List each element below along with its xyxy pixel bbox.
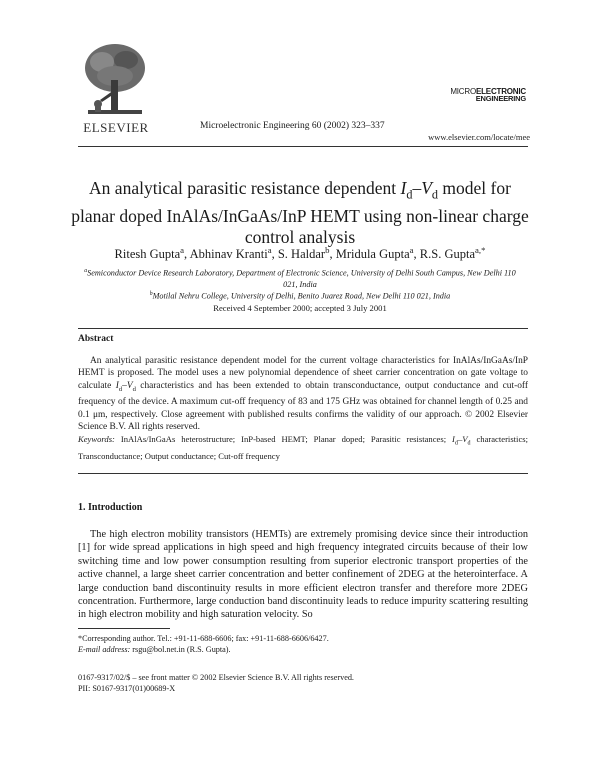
title-var-i: I: [400, 178, 407, 198]
affiliation-b: $^b$Motilal Nehru College, University of Delhi, Benito Juarez Road, New Delhi 110 021, India: [149, 291, 451, 301]
issn-line: 0167-9317/02/$ – see front matter © 2002 Elsevier Science B.V. All rights reserved.: [78, 673, 354, 682]
publisher-name: ELSEVIER: [83, 120, 149, 135]
author-list: Ritesh Gupta$^a$, Abhinav Kranti$^a$, S. Haldar$^b$, Mridula Gupta$^a$, R.S. Gupta$^{a,*}$: [114, 245, 486, 262]
affiliation-a: $^a$Semiconductor Device Research Laboratory, Department of Electronic Science, University of Delhi South Campus, New Delhi 110 021, India: [84, 268, 516, 289]
journal-reference: Microelectronic Engineering 60 (2002) 323–337: [200, 121, 385, 131]
keywords-label: Keywords:: [78, 434, 115, 444]
author[interactable]: S. Haldar$^b$: [277, 245, 330, 262]
elsevier-tree-logo: [80, 40, 150, 122]
email-label: E-mail address:: [78, 645, 131, 654]
journal-logo-micro: MICRO: [450, 87, 476, 96]
keywords: Keywords: InAlAs/InGaAs heterostructure; InP-based HEMT; Planar doped; Parasitic resistances; $I_d-V_d$ characteristics; Transconductance; Output conductance; Cut-off frequency: [78, 434, 528, 462]
footnote-divider: [78, 628, 170, 629]
abstract-divider: [78, 328, 528, 329]
keywords-divider: [78, 473, 528, 474]
journal-logo-electronic: ELECTRONIC: [475, 87, 526, 96]
author[interactable]: R.S. Gupta$^{a,*}$: [419, 245, 486, 262]
abstract-text: An analytical parasitic resistance dependent model for the current voltage characteristics for InAlAs/InGaAs/InP HEMT is proposed. The model uses a new polynomial dependence of sheet carrier concentration on gate voltage to calculate $I_d-V_d$ characteristics and has been extended to obtain transconductance, output conductance and cut-off frequency of the device. A maximum cut-off frequency of 83 and 175 GHz was obtained for channel length of 0.25 and 0.1 μm, respectively. Close agreement with published results confirms the validity of our approach. © 2002 Elsevier Science B.V. All rights reserved.: [78, 356, 528, 432]
section-heading: 1. Introduction: [78, 502, 143, 513]
introduction-paragraph: The high electron mobility transistors (HEMTs) are extremely promising device since their introduction [1] for wide spread applications in high speed and high frequency integrated circuits because of their low switching time and low power consumption resulting from superior electronic transport properties of the active channel, a large sheet carrier concentration and better confinement of 2DEG at the heterointerface. A large conduction band discontinuity results in more efficient electron transfer and therefore more 2DEG concentration. Furthermore, large conduction band discontinuity leads to reduce impurity scattering resulting in high electron mobility and high saturation velocity. So: [78, 529, 528, 621]
author[interactable]: Mridula Gupta$^a$: [335, 245, 414, 262]
journal-website-link[interactable]: www.elsevier.com/locate/mee: [428, 132, 530, 142]
journal-logo-engineering: ENGINEERING: [475, 94, 526, 103]
title-var-v: V: [421, 178, 432, 198]
abstract-heading: Abstract: [78, 334, 114, 344]
article-dates: Received 4 September 2000; accepted 3 July 2001: [213, 303, 387, 313]
journal-logo: [446, 88, 526, 102]
header-divider: [78, 146, 528, 147]
title-sub-d1: d: [406, 187, 413, 202]
email-note: [78, 644, 528, 655]
author[interactable]: Abhinav Kranti$^a$: [189, 245, 272, 262]
corresponding-author-note: *Corresponding author. Tel.: +91-11-688-6606; fax: +91-11-688-6606/6427.: [78, 634, 329, 643]
title-dash: –: [412, 178, 422, 198]
title-sub-d2: d: [431, 187, 439, 202]
article-title: [70, 178, 530, 248]
title-part2: model for planar doped InAlAs/InGaAs/InP HEMT using non-linear charge control analysis: [71, 178, 529, 247]
pii-line: PII: S0167-9317(01)00689-X: [78, 684, 176, 693]
title-part1: An analytical parasitic resistance dependent: [89, 178, 401, 198]
email-address[interactable]: rsgu@bol.net.in (R.S. Gupta).: [130, 645, 231, 654]
author[interactable]: Ritesh Gupta$^a$: [114, 245, 185, 262]
